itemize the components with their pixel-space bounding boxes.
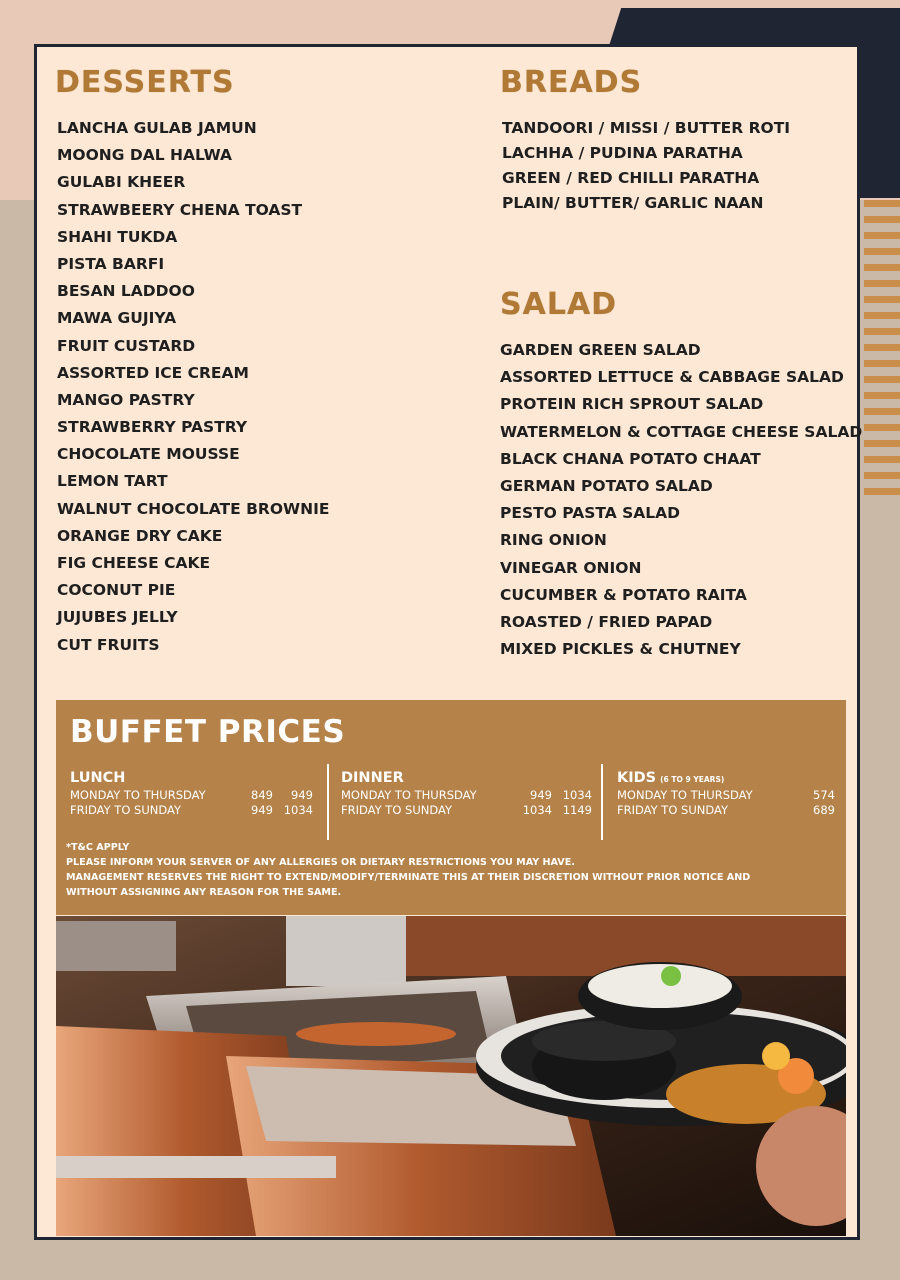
dinner-heading: DINNER bbox=[341, 770, 404, 786]
dinner-row bbox=[341, 788, 592, 803]
note-line: *T&C APPLY bbox=[66, 842, 130, 853]
salad-item: RING ONION bbox=[500, 531, 607, 550]
price-label: MONDAY TO THURSDAY bbox=[617, 788, 753, 802]
lunch-row bbox=[70, 788, 313, 803]
lunch-heading: LUNCH bbox=[70, 770, 126, 786]
desserts-item: COCONUT PIE bbox=[57, 581, 176, 600]
price-label: MONDAY TO THURSDAY bbox=[70, 788, 206, 802]
price-value: 1034 bbox=[522, 803, 552, 817]
salad-item: GARDEN GREEN SALAD bbox=[500, 341, 701, 359]
kids-column bbox=[617, 770, 835, 818]
buffet-food-photo bbox=[56, 916, 846, 1236]
salad-item: BLACK CHANA POTATO CHAAT bbox=[500, 449, 761, 468]
column-divider bbox=[601, 764, 603, 840]
salad-list bbox=[500, 337, 862, 663]
lunch-column bbox=[70, 770, 313, 818]
desserts-list bbox=[57, 115, 329, 659]
salad-item: WATERMELON & COTTAGE CHEESE SALAD bbox=[500, 422, 863, 441]
desserts-item: CHOCOLATE MOUSSE bbox=[57, 445, 240, 464]
kids-age-range: (6 TO 9 YEARS) bbox=[660, 775, 725, 784]
salad-item: ROASTED / FRIED PAPAD bbox=[500, 612, 713, 631]
breads-item: TANDOORI / MISSI / BUTTER ROTI bbox=[502, 119, 791, 137]
desserts-item: SHAHI TUKDA bbox=[57, 227, 178, 246]
price-value: 574 bbox=[813, 788, 835, 802]
breads-list bbox=[502, 116, 790, 216]
breads-item: LACHHA / PUDINA PARATHA bbox=[502, 144, 743, 162]
salad-item: GERMAN POTATO SALAD bbox=[500, 476, 713, 495]
salad-item: CUCUMBER & POTATO RAITA bbox=[500, 585, 747, 604]
price-value: 1034 bbox=[562, 788, 592, 802]
desserts-item: MOONG DAL HALWA bbox=[57, 146, 233, 165]
desserts-item: FIG CHEESE CAKE bbox=[57, 554, 211, 572]
price-label: FRIDAY TO SUNDAY bbox=[70, 803, 182, 817]
dinner-row bbox=[341, 803, 592, 818]
kids-row bbox=[617, 803, 835, 818]
kids-row bbox=[617, 788, 835, 803]
buffet-title: BUFFET PRICES bbox=[70, 714, 346, 750]
desserts-item: FRUIT CUSTARD bbox=[57, 336, 196, 355]
desserts-item: ASSORTED ICE CREAM bbox=[57, 363, 249, 382]
note-line: PLEASE INFORM YOUR SERVER OF ANY ALLERGIES OR DIETARY RESTRICTIONS YOU MAY HAVE. bbox=[66, 857, 575, 868]
column-divider bbox=[327, 764, 329, 840]
menu-card bbox=[34, 44, 863, 1240]
desserts-item: MANGO PASTRY bbox=[57, 390, 195, 409]
price-value: 689 bbox=[813, 803, 835, 817]
salad-item: MIXED PICKLES & CHUTNEY bbox=[500, 640, 741, 659]
desserts-title: DESSERTS bbox=[55, 65, 235, 100]
food-photo-illustration bbox=[56, 916, 846, 1236]
price-value: 949 bbox=[530, 788, 552, 802]
price-value: 849 bbox=[251, 788, 273, 802]
buffet-prices-panel bbox=[56, 700, 846, 915]
note-line: MANAGEMENT RESERVES THE RIGHT TO EXTEND/MODIFY/TERMINATE THIS AT THEIR DISCRETION WITHOUT PRIOR NOTICE AND bbox=[66, 872, 751, 883]
price-label: MONDAY TO THURSDAY bbox=[341, 788, 477, 802]
salad-item: ASSORTED LETTUCE & CABBAGE SALAD bbox=[500, 368, 844, 387]
breads-item: GREEN / RED CHILLI PARATHA bbox=[502, 169, 760, 187]
decorative-stripes bbox=[864, 200, 900, 500]
price-value: 949 bbox=[251, 803, 273, 817]
desserts-item: LEMON TART bbox=[57, 472, 168, 491]
desserts-item: PISTA BARFI bbox=[57, 254, 165, 273]
salad-item: VINEGAR ONION bbox=[500, 558, 642, 577]
note-line: WITHOUT ASSIGNING ANY REASON FOR THE SAME. bbox=[66, 887, 342, 898]
desserts-item: STRAWBERRY PASTRY bbox=[57, 418, 248, 437]
salad-item: PESTO PASTA SALAD bbox=[500, 504, 681, 523]
salad-title: SALAD bbox=[500, 287, 618, 322]
desserts-item: MAWA GUJIYA bbox=[57, 309, 177, 328]
desserts-item: BESAN LADDOO bbox=[57, 282, 195, 301]
desserts-item: WALNUT CHOCOLATE BROWNIE bbox=[57, 499, 330, 518]
price-value: 949 bbox=[291, 788, 313, 802]
dinner-column bbox=[341, 770, 592, 818]
lunch-row bbox=[70, 803, 313, 818]
price-label: FRIDAY TO SUNDAY bbox=[341, 803, 453, 817]
price-value: 1034 bbox=[283, 803, 313, 817]
breads-title: BREADS bbox=[500, 65, 643, 100]
desserts-item: ORANGE DRY CAKE bbox=[57, 526, 223, 545]
desserts-item: STRAWBEERY CHENA TOAST bbox=[57, 200, 303, 219]
desserts-item: GULABI KHEER bbox=[57, 173, 186, 192]
breads-item: PLAIN/ BUTTER/ GARLIC NAAN bbox=[502, 194, 764, 212]
kids-heading-text: KIDS bbox=[617, 770, 657, 786]
price-label: FRIDAY TO SUNDAY bbox=[617, 803, 729, 817]
kids-heading bbox=[617, 770, 835, 786]
desserts-item: CUT FRUITS bbox=[57, 635, 160, 654]
price-value: 1149 bbox=[562, 803, 592, 817]
buffet-notes bbox=[66, 840, 836, 900]
desserts-item: JUJUBES JELLY bbox=[57, 608, 178, 627]
salad-item: PROTEIN RICH SPROUT SALAD bbox=[500, 395, 764, 414]
desserts-item: LANCHA GULAB JAMUN bbox=[57, 119, 257, 137]
